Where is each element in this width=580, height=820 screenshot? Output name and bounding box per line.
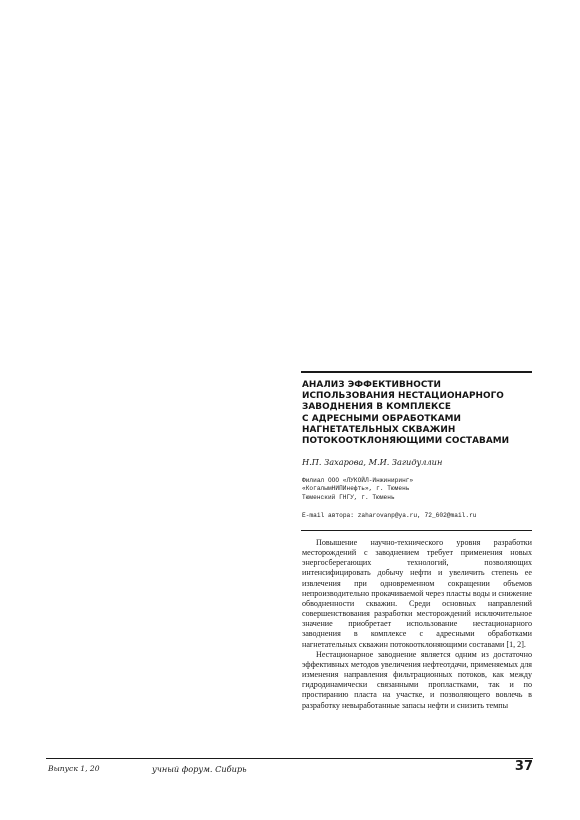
body-paragraph: Повышение научно-технического уровня разработки месторождений с заводнением требует применения новых энергосберегающих технологий, позволяющих интенсифицировать добычу нефти и увеличить степень ее извлечения при одновременном сокращении объемов непроизводительно прокачиваемой через пласты воды и снижение обводненности скважин. Среди основных направлений совершенствования разработки месторождений исключительное значение приобретает использование нестационарного заводнения в комплексе с адресными обработками нагнетательных скважин потокоотклоняющими составами [1, 2]. bbox=[302, 538, 532, 649]
title-top-rule bbox=[301, 371, 532, 373]
article-body bbox=[302, 538, 532, 711]
affiliation-line: Тюменский ГНГУ, г. Тюмень bbox=[302, 493, 395, 501]
title-line: АНАЛИЗ ЭФФЕКТИВНОСТИ bbox=[302, 380, 442, 390]
article-title bbox=[302, 380, 534, 447]
page-number: 37 bbox=[514, 759, 533, 774]
body-paragraph: Нестационарное заводнение является одним из достаточно эффективных методов увеличения нефтеотдачи, применяемых для изменения направления фильтрационных потоков, как между гидродинамически связанными пропластками, так и по простиранию пласта на участке, и позволяющего вовлечь в разработку невыработанные запасы нефти и снизить темпы bbox=[302, 649, 532, 710]
footer-journal-name: учный форум. Сибирь bbox=[152, 764, 247, 774]
affiliation-line: «КогалымНИПИнефть», г. Тюмень bbox=[302, 485, 410, 493]
footer-rule bbox=[46, 758, 533, 759]
title-line: ПОТОКООТКЛОНЯЮЩИМИ СОСТАВАМИ bbox=[302, 436, 510, 447]
abstract-rule bbox=[301, 530, 532, 531]
title-line: ИСПОЛЬЗОВАНИЯ НЕСТАЦИОНАРНОГО bbox=[302, 391, 504, 402]
affiliation-line: Филиал ООО «ЛУКОЙЛ-Инжиниринг» bbox=[302, 477, 414, 484]
author-affiliations bbox=[302, 477, 413, 502]
title-line: ЗАВОДНЕНИЯ В КОМПЛЕКСЕ bbox=[302, 402, 451, 413]
article-authors: Н.П. Захарова, М.И. Загидуллин bbox=[302, 457, 443, 467]
title-line: С АДРЕСНЫМИ ОБРАБОТКАМИ bbox=[302, 413, 462, 424]
title-line: НАГНЕТАТЕЛЬНЫХ СКВАЖИН bbox=[302, 424, 456, 435]
author-email: E-mail автора: zaharovanp@ya.ru, 72_602@mail.ru bbox=[302, 512, 477, 519]
footer-issue: Выпуск 1, 20 bbox=[48, 764, 100, 773]
